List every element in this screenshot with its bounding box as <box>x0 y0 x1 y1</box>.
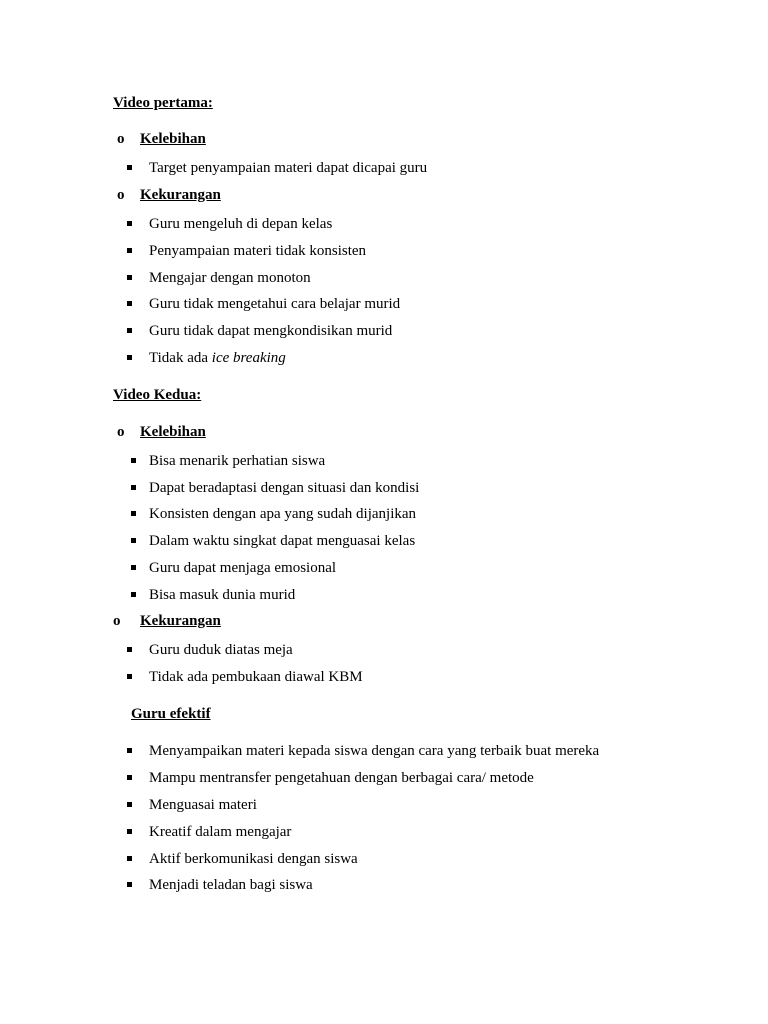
square-bullet <box>127 829 132 834</box>
list-item-italic-text: ice breaking <box>211 350 286 366</box>
circle-bullet: o <box>117 424 125 440</box>
list-item: Menjadi teladan bagi siswa <box>149 877 313 893</box>
list-item: Guru tidak mengetahui cara belajar murid <box>149 296 401 312</box>
list-item: Bisa menarik perhatian siswa <box>149 453 326 469</box>
square-bullet <box>127 647 132 652</box>
square-bullet <box>127 775 132 780</box>
list-item-text: Tidak ada <box>149 350 212 366</box>
square-bullet <box>131 485 136 490</box>
square-bullet <box>127 221 132 226</box>
square-bullet <box>131 511 136 516</box>
list-item: Penyampaian materi tidak konsisten <box>149 243 367 259</box>
list-item: Menyampaikan materi kepada siswa dengan cara yang terbaik buat mereka <box>149 743 600 759</box>
list-item: Dapat beradaptasi dengan situasi dan kondisi <box>149 480 420 496</box>
subheading-kekurangan-1: Kekurangan <box>140 187 221 203</box>
subheading-kelebihan-1: Kelebihan <box>140 131 206 147</box>
square-bullet <box>127 748 132 753</box>
section-title-video-pertama: Video pertama: <box>113 95 213 111</box>
square-bullet <box>127 856 132 861</box>
list-item: Guru duduk diatas meja <box>149 642 293 658</box>
square-bullet <box>127 355 132 360</box>
subheading-kekurangan-2: Kekurangan <box>140 613 221 629</box>
circle-bullet: o <box>117 187 125 203</box>
square-bullet <box>127 674 132 679</box>
list-item: Aktif berkomunikasi dengan siswa <box>149 851 358 867</box>
list-item: Guru tidak dapat mengkondisikan murid <box>149 323 393 339</box>
list-item: Konsisten dengan apa yang sudah dijanjikan <box>149 506 417 522</box>
list-item: Guru dapat menjaga emosional <box>149 560 337 576</box>
square-bullet <box>131 592 136 597</box>
subheading-kelebihan-2: Kelebihan <box>140 424 206 440</box>
square-bullet <box>127 275 132 280</box>
section-title-guru-efektif: Guru efektif <box>131 706 211 722</box>
square-bullet <box>131 538 136 543</box>
section-title-video-kedua: Video Kedua: <box>113 387 202 403</box>
square-bullet <box>127 248 132 253</box>
list-item: Bisa masuk dunia murid <box>149 587 296 603</box>
square-bullet <box>127 802 132 807</box>
square-bullet <box>127 301 132 306</box>
square-bullet <box>127 165 132 170</box>
list-item: Mampu mentransfer pengetahuan dengan berbagai cara/ metode <box>149 770 534 786</box>
list-item: Target penyampaian materi dapat dicapai guru <box>149 160 428 176</box>
list-item: Guru mengeluh di depan kelas <box>149 216 333 232</box>
list-item <box>149 349 286 367</box>
circle-bullet: o <box>113 613 121 629</box>
square-bullet <box>127 882 132 887</box>
square-bullet <box>127 328 132 333</box>
list-item: Tidak ada pembukaan diawal KBM <box>149 669 363 685</box>
circle-bullet: o <box>117 131 125 147</box>
list-item: Menguasai materi <box>149 797 257 813</box>
list-item: Mengajar dengan monoton <box>149 270 311 286</box>
square-bullet <box>131 565 136 570</box>
list-item: Dalam waktu singkat dapat menguasai kelas <box>149 533 416 549</box>
list-item: Kreatif dalam mengajar <box>149 824 292 840</box>
square-bullet <box>131 458 136 463</box>
